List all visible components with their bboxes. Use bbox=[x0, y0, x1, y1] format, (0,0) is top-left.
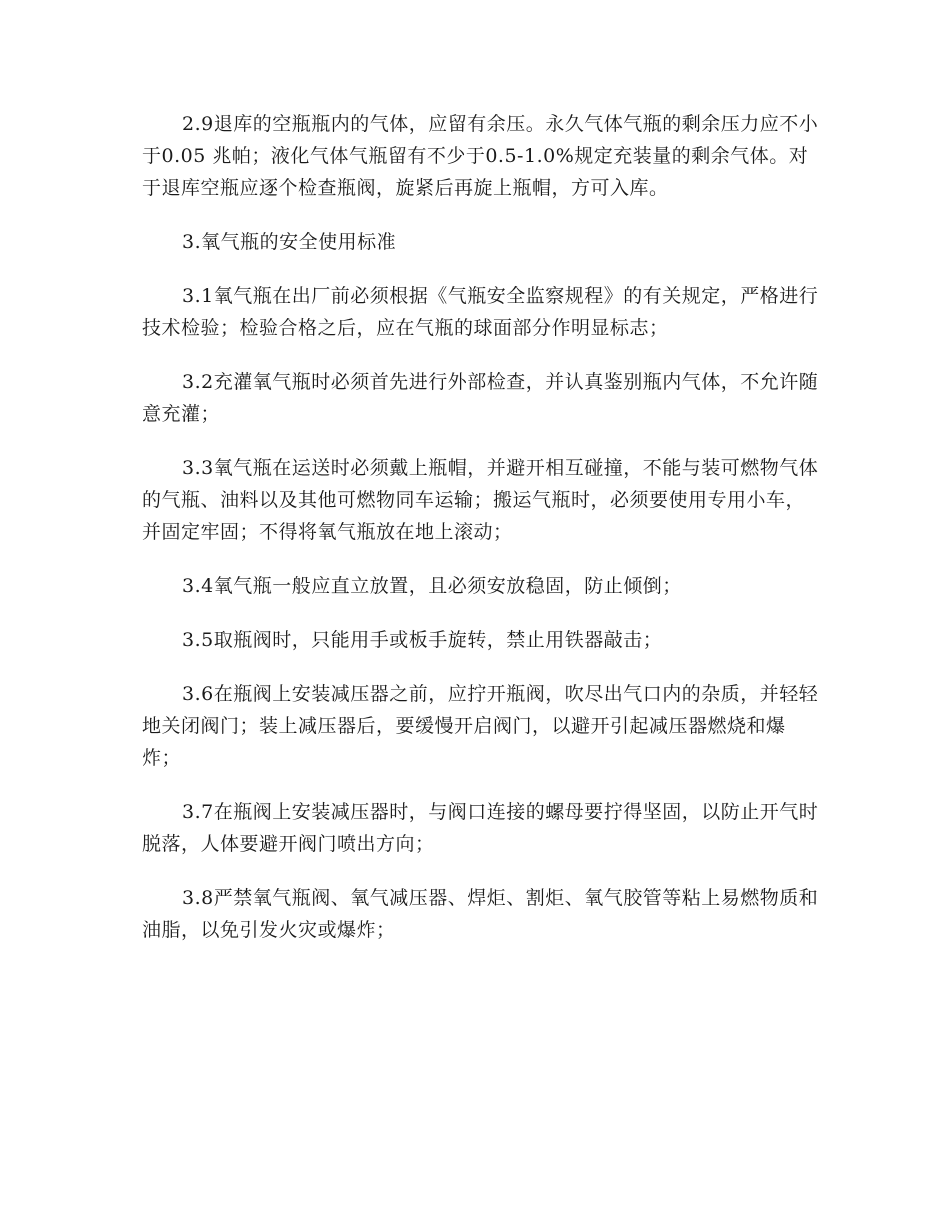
section-heading-3: 3.氧气瓶的安全使用标准 bbox=[182, 231, 397, 253]
paragraph-3-7: 3.7在瓶阀上安装减压器时，与阀口连接的螺母要拧得坚固，以防止开气时脱落，人体要避开阀门喷出方向； bbox=[142, 801, 819, 855]
paragraph-3-2: 3.2充灌氧气瓶时必须首先进行外部检查，并认真鉴别瓶内气体，不允许随意充灌； bbox=[142, 371, 819, 425]
paragraph-3-5: 3.5取瓶阀时，只能用手或板手旋转，禁止用铁器敲击； bbox=[182, 629, 663, 651]
paragraph-3-4: 3.4氧气瓶一般应直立放置，且必须安放稳固，防止倾倒； bbox=[182, 575, 682, 597]
paragraph-3-6: 3.6在瓶阀上安装减压器之前，应拧开瓶阀，吹尽出气口内的杂质，并轻轻地关闭阀门；装上减压器后，要缓慢开启阀门，以避开引起减压器燃烧和爆炸； bbox=[142, 683, 819, 769]
document-body bbox=[142, 108, 822, 968]
paragraph-3-3: 3.3氧气瓶在运送时必须戴上瓶帽，并避开相互碰撞，不能与装可燃物气体的气瓶、油料以及其他可燃物同车运输；搬运气瓶时，必须要使用专用小车，并固定牢固；不得将氧气瓶放在地上滚动； bbox=[142, 457, 819, 543]
paragraph-2-9: 2.9退库的空瓶瓶内的气体，应留有余压。永久气体气瓶的剩余压力应不小于0.05 兆帕；液化气体气瓶留有不少于0.5-1.0%规定充装量的剩余气体。对于退库空瓶应逐个检查瓶阀，旋紧后再旋上瓶帽，方可入库。 bbox=[142, 113, 819, 199]
paragraph-3-1: 3.1氧气瓶在出厂前必须根据《气瓶安全监察规程》的有关规定，严格进行技术检验；检验合格之后，应在气瓶的球面部分作明显标志； bbox=[142, 285, 819, 339]
paragraph-3-8: 3.8严禁氧气瓶阀、氧气减压器、焊炬、割炬、氧气胶管等粘上易燃物质和油脂，以免引发火灾或爆炸； bbox=[142, 887, 819, 941]
